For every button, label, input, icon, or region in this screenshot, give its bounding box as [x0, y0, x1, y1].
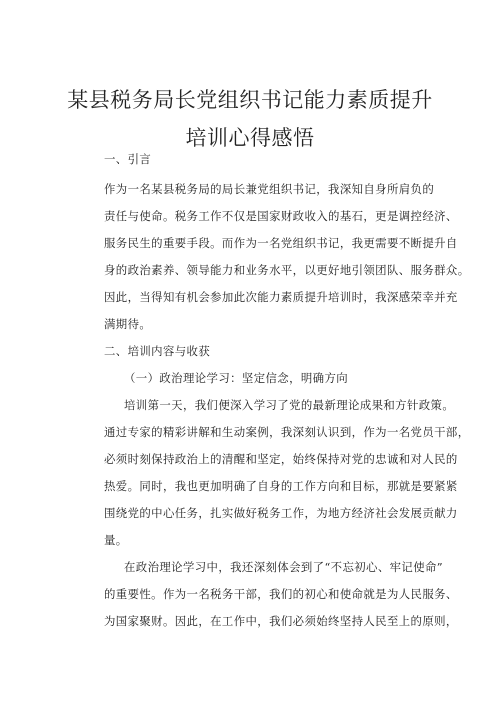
paragraph-line: 身的政治素养、领导能力和业务水平，以更好地引领团队、服务群众。	[104, 263, 470, 277]
paragraph-line: 服务民生的重要手段。而作为一名党组织书记，我更需要不断提升自	[104, 236, 458, 250]
paragraph-line: 满期待。	[104, 317, 152, 331]
subsection-heading-political-theory: （一）政治理论学习：坚定信念，明确方向	[124, 371, 349, 385]
paragraph-line: 量。	[104, 533, 128, 547]
paragraph-line: 必须时刻保持政治上的清醒和坚定，始终保持对党的忠诚和对人民的	[104, 452, 458, 466]
paragraph-line: 培训第一天，我们便深入学习了党的最新理论成果和方针政策。	[124, 398, 455, 412]
paragraph-line: 因此，当得知有机会参加此次能力素质提升培训时，我深感荣幸并充	[104, 290, 458, 304]
paragraph-line: 在政治理论学习中，我还深刻体会到了“不忘初心、牢记使命”	[124, 560, 444, 574]
paragraph-line: 的重要性。作为一名税务干部，我们的初心和使命就是为人民服务、	[104, 587, 458, 601]
paragraph-line: 围绕党的中心任务，扎实做好税务工作，为地方经济社会发展贡献力	[104, 506, 458, 520]
document-title-line-2: 培训心得感悟	[185, 126, 315, 150]
paragraph-line: 作为一名某县税务局的局长兼党组织书记，我深知自身所肩负的	[104, 182, 435, 196]
paragraph-line: 为国家聚财。因此，在工作中，我们必须始终坚持人民至上的原则，	[104, 614, 458, 628]
paragraph-line: 热爱。同时，我也更加明确了自身的工作方向和目标，那就是要紧紧	[104, 479, 458, 493]
section-heading-training-content: 二、培训内容与收获	[104, 344, 211, 358]
paragraph-line: 责任与使命。税务工作不仅是国家财政收入的基石，更是调控经济、	[104, 209, 458, 223]
paragraph-line: 通过专家的精彩讲解和生动案例，我深刻认识到，作为一名党员干部，	[104, 425, 470, 439]
section-heading-introduction: 一、引言	[104, 152, 152, 166]
document-title-line-1: 某县税务局长党组织书记能力素质提升	[67, 88, 433, 112]
